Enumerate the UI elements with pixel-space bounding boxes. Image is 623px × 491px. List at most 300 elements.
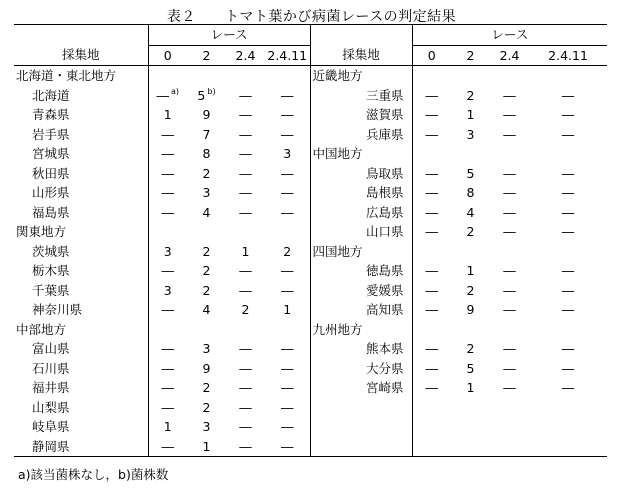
race-count-value: ― xyxy=(425,360,439,376)
race-count-value: ― xyxy=(503,282,516,298)
table-row xyxy=(14,339,607,359)
race-count-value: ― xyxy=(156,87,169,103)
race-count-cell xyxy=(265,437,310,457)
empty-cell xyxy=(451,437,490,457)
race-count-value: 1 xyxy=(241,243,250,259)
race-count-cell xyxy=(265,105,310,125)
race-count-cell xyxy=(187,378,226,398)
race-count-value: ― xyxy=(503,165,516,181)
table-row xyxy=(14,183,607,203)
prefecture-label: 兵庫県 xyxy=(310,125,412,145)
race-count-cell xyxy=(187,300,226,320)
race-count-cell xyxy=(529,183,607,203)
race-count-value: ― xyxy=(239,360,252,376)
race-count-value: ― xyxy=(281,341,294,356)
table-row xyxy=(14,437,607,457)
race-count-value: ― xyxy=(281,438,294,454)
race-count-value: ― xyxy=(161,341,174,356)
race-count-cell xyxy=(451,222,490,242)
region-label: 関東地方 xyxy=(16,224,67,239)
race-count-value: ― xyxy=(503,380,516,395)
race-count-value: ― xyxy=(281,185,294,200)
empty-cell xyxy=(226,222,265,242)
empty-cell xyxy=(412,144,451,164)
race-count-cell xyxy=(529,261,607,281)
empty-cell xyxy=(451,398,490,418)
race-col-0: 0 xyxy=(412,45,451,66)
race-count-cell xyxy=(148,183,187,203)
prefecture-label: 福島県 xyxy=(32,204,70,220)
race-count-value: ― xyxy=(239,380,252,395)
empty-cell xyxy=(412,320,451,340)
race-count-cell xyxy=(148,300,187,320)
empty-cell xyxy=(451,66,490,86)
race-col-2-4: 2.4 xyxy=(226,45,265,66)
prefecture-label: 岐阜県 xyxy=(32,419,70,434)
race-count-cell xyxy=(187,144,226,164)
race-count-cell xyxy=(412,300,451,320)
prefecture-label: 栃木県 xyxy=(32,263,70,278)
race-count-value: ― xyxy=(561,341,575,356)
race-count-cell xyxy=(490,203,529,223)
race-count-cell xyxy=(226,261,265,281)
race-count-cell xyxy=(412,203,451,223)
prefecture-label: 静岡県 xyxy=(14,437,148,457)
location-header-left: 採集地 xyxy=(14,45,148,66)
race-count-value: 4 xyxy=(202,302,211,317)
prefecture-label: 岩手県 xyxy=(32,126,70,142)
race-count-value: ― xyxy=(503,341,516,356)
table-row xyxy=(14,417,607,437)
prefecture-label: 神奈川県 xyxy=(32,302,83,317)
race-count-value: ― xyxy=(239,399,252,415)
prefecture-label: 大分県 xyxy=(310,359,412,379)
race-count-value: 2 xyxy=(466,282,475,298)
race-count-cell xyxy=(226,300,265,320)
region-label: 九州地方 xyxy=(310,320,412,340)
race-count-value: 1 xyxy=(466,263,475,278)
table-row xyxy=(14,222,607,242)
race-count-value: ― xyxy=(161,380,174,395)
race-count-value: ― xyxy=(281,87,294,103)
race-count-cell xyxy=(265,261,310,281)
race-count-value: ― xyxy=(281,263,294,278)
race-count-cell xyxy=(451,203,490,223)
race-count-cell xyxy=(265,86,310,106)
race-count-cell xyxy=(412,359,451,379)
race-count-cell xyxy=(226,359,265,379)
race-count-value: ― xyxy=(561,126,575,142)
table-row xyxy=(14,359,607,379)
race-count-cell xyxy=(148,417,187,437)
race-count-value: 1 xyxy=(163,107,172,122)
race-count-value: 2 xyxy=(466,87,475,103)
race-count-cell xyxy=(148,203,187,223)
race-count-value: ― xyxy=(425,165,439,181)
race-col-2-4-11: 2.4.11 xyxy=(529,45,607,66)
race-header-left: レース xyxy=(148,25,310,46)
race-count-value: ― xyxy=(239,341,252,356)
race-count-value: ― xyxy=(281,360,294,376)
race-count-cell xyxy=(265,144,310,164)
race-count-value: 2 xyxy=(466,341,475,356)
empty-cell xyxy=(310,437,412,457)
race-count-value: 3 xyxy=(202,419,211,434)
race-count-cell xyxy=(265,242,310,262)
race-count-value: 1 xyxy=(466,380,475,395)
race-count-value: ― xyxy=(561,87,575,103)
empty-cell xyxy=(187,320,226,340)
race-count-cell xyxy=(412,339,451,359)
race-col-2-4: 2.4 xyxy=(490,45,529,66)
race-count-cell xyxy=(490,339,529,359)
race-count-value: 9 xyxy=(202,107,211,122)
race-count-value: ― xyxy=(161,438,174,454)
race-count-value: 4 xyxy=(466,204,475,220)
footnote-marker-b: b) xyxy=(207,86,216,96)
race-count-value: ― xyxy=(239,419,252,434)
race-count-cell xyxy=(412,261,451,281)
race-count-value: ― xyxy=(161,126,174,142)
race-count-cell xyxy=(490,261,529,281)
empty-cell xyxy=(451,242,490,262)
race-count-value: ― xyxy=(239,107,252,122)
empty-cell xyxy=(490,398,529,418)
race-count-value: ― xyxy=(239,282,252,298)
race-col-2: 2 xyxy=(187,45,226,66)
prefecture-label: 高知県 xyxy=(310,300,412,320)
race-count-value: 2 xyxy=(241,302,250,317)
empty-cell xyxy=(265,222,310,242)
race-count-value: ― xyxy=(561,204,575,220)
table-row xyxy=(14,125,607,145)
race-count-cell xyxy=(451,300,490,320)
empty-cell xyxy=(148,320,187,340)
race-count-value: 2 xyxy=(283,243,292,259)
race-count-cell xyxy=(148,339,187,359)
empty-cell xyxy=(412,417,451,437)
race-count-value: ― xyxy=(239,185,252,200)
header-row-2 xyxy=(14,45,607,66)
race-count-cell xyxy=(412,378,451,398)
race-count-value: ― xyxy=(561,263,575,278)
race-count-value: ― xyxy=(161,185,174,200)
prefecture-label: 熊本県 xyxy=(310,339,412,359)
race-count-value: ― xyxy=(503,204,516,220)
prefecture-label: 滋賀県 xyxy=(310,105,412,125)
race-count-cell xyxy=(490,125,529,145)
race-count-cell xyxy=(187,339,226,359)
race-count-cell xyxy=(226,378,265,398)
race-count-cell xyxy=(490,281,529,301)
race-count-cell xyxy=(187,417,226,437)
race-count-value: 5 xyxy=(197,87,206,103)
table-title: 表２ トマト葉かび病菌レースの判定結果 xyxy=(166,9,457,25)
race-count-cell xyxy=(529,222,607,242)
region-label: 近畿地方 xyxy=(310,66,412,86)
race-count-cell xyxy=(187,242,226,262)
race-count-value: ― xyxy=(503,302,516,317)
prefecture-label: 三重県 xyxy=(310,86,412,106)
prefecture-label: 島根県 xyxy=(310,183,412,203)
race-count-cell xyxy=(187,86,226,106)
prefecture-label: 宮城県 xyxy=(32,146,70,161)
race-count-value: ― xyxy=(281,419,294,434)
table-row xyxy=(14,164,607,184)
empty-cell xyxy=(412,242,451,262)
race-count-cell xyxy=(490,300,529,320)
table-row xyxy=(14,203,607,223)
race-count-value: 5 xyxy=(466,165,475,181)
race-count-value: 3 xyxy=(202,341,211,356)
race-count-cell xyxy=(490,378,529,398)
race-count-value: ― xyxy=(503,87,516,103)
race-count-cell xyxy=(529,281,607,301)
region-label: 北海道・東北地方 xyxy=(16,68,117,83)
race-count-cell xyxy=(226,242,265,262)
empty-cell xyxy=(490,320,529,340)
race-count-value: ― xyxy=(561,380,575,395)
empty-cell xyxy=(265,320,310,340)
footnote-marker-a: a) xyxy=(170,86,180,96)
race-count-value: ― xyxy=(503,224,516,239)
prefecture-label: 鳥取県 xyxy=(310,164,412,184)
race-count-value: ― xyxy=(425,380,439,395)
race-count-value: ― xyxy=(503,360,516,376)
prefecture-label: 千葉県 xyxy=(32,282,70,298)
race-count-value: 8 xyxy=(202,146,211,161)
header-row-1 xyxy=(14,25,607,46)
race-count-value: 2 xyxy=(202,380,211,395)
race-count-value: 4 xyxy=(202,204,211,220)
race-count-cell xyxy=(226,417,265,437)
region-label: 中部地方 xyxy=(16,321,67,337)
race-count-value: 1 xyxy=(283,302,292,317)
race-count-cell xyxy=(412,86,451,106)
empty-cell xyxy=(412,398,451,418)
race-count-value: ― xyxy=(161,146,174,161)
race-count-cell xyxy=(265,281,310,301)
race-count-value: 1 xyxy=(466,107,475,122)
race-count-value: 8 xyxy=(466,185,475,200)
race-count-value: ― xyxy=(503,107,516,122)
prefecture-label: 宮崎県 xyxy=(310,378,412,398)
prefecture-label: 山梨県 xyxy=(32,399,70,415)
empty-cell xyxy=(451,144,490,164)
race-count-cell xyxy=(265,417,310,437)
race-count-value: ― xyxy=(503,126,516,142)
race-count-value: ― xyxy=(425,302,439,317)
race-count-value: 7 xyxy=(202,126,211,142)
race-count-cell xyxy=(148,164,187,184)
race-count-cell xyxy=(226,437,265,457)
race-count-cell xyxy=(529,339,607,359)
race-count-value: ― xyxy=(239,204,252,220)
empty-cell xyxy=(451,320,490,340)
race-count-cell xyxy=(529,105,607,125)
location-header-right: 採集地 xyxy=(310,45,412,66)
race-count-cell xyxy=(226,164,265,184)
empty-cell xyxy=(310,417,412,437)
race-count-cell xyxy=(148,144,187,164)
race-count-value: 3 xyxy=(466,126,475,142)
prefecture-label: 富山県 xyxy=(32,341,70,356)
race-count-cell xyxy=(490,222,529,242)
race-count-value: ― xyxy=(281,204,294,220)
race-count-value: ― xyxy=(561,185,575,200)
race-count-cell xyxy=(187,398,226,418)
race-count-cell xyxy=(451,164,490,184)
race-count-value: 1 xyxy=(163,419,172,434)
table-row xyxy=(14,281,607,301)
race-count-value: ― xyxy=(425,126,439,142)
race-count-value: ― xyxy=(239,263,252,278)
race-count-cell xyxy=(451,105,490,125)
race-count-cell xyxy=(529,125,607,145)
race-count-cell xyxy=(226,105,265,125)
table-row xyxy=(14,242,607,262)
race-count-value: ― xyxy=(425,341,439,356)
race-count-value: ― xyxy=(239,87,252,103)
race-count-cell xyxy=(187,125,226,145)
race-count-value: ― xyxy=(239,438,252,454)
race-count-value: 3 xyxy=(163,243,172,259)
race-count-cell xyxy=(148,86,187,106)
race-count-cell xyxy=(490,105,529,125)
empty-cell xyxy=(529,66,607,86)
race-count-cell xyxy=(187,359,226,379)
race-count-cell xyxy=(148,281,187,301)
race-count-cell xyxy=(148,105,187,125)
race-count-cell xyxy=(148,437,187,457)
race-count-cell xyxy=(451,378,490,398)
race-count-value: 2 xyxy=(202,282,211,298)
race-count-value: 9 xyxy=(466,302,475,317)
race-count-cell xyxy=(148,261,187,281)
race-count-value: ― xyxy=(281,165,294,181)
race-count-cell xyxy=(412,222,451,242)
race-count-cell xyxy=(226,339,265,359)
race-count-value: ― xyxy=(425,204,439,220)
footnote: a)該当菌株なし，b)菌株数 xyxy=(18,467,169,482)
race-count-cell xyxy=(187,281,226,301)
race-count-cell xyxy=(265,125,310,145)
prefecture-label: 山形県 xyxy=(32,185,70,200)
race-count-cell xyxy=(226,125,265,145)
race-count-value: ― xyxy=(561,224,575,239)
empty-cell xyxy=(529,437,607,457)
race-count-value: 3 xyxy=(163,282,172,298)
race-count-cell xyxy=(412,281,451,301)
race-count-value: ― xyxy=(281,107,294,122)
race-count-cell xyxy=(187,105,226,125)
race-count-value: ― xyxy=(161,165,174,181)
table-row xyxy=(14,66,607,86)
race-count-cell xyxy=(265,164,310,184)
race-count-cell xyxy=(451,86,490,106)
empty-cell xyxy=(148,66,187,86)
race-col-2: 2 xyxy=(451,45,490,66)
table-row xyxy=(14,261,607,281)
prefecture-label: 青森県 xyxy=(32,107,70,122)
table-row xyxy=(14,300,607,320)
table-row xyxy=(14,105,607,125)
table-row xyxy=(14,86,607,106)
empty-cell xyxy=(187,66,226,86)
race-count-value: ― xyxy=(281,282,294,298)
race-count-value: ― xyxy=(161,302,174,317)
race-count-cell xyxy=(412,125,451,145)
empty-cell xyxy=(529,417,607,437)
race-count-cell xyxy=(529,86,607,106)
race-count-value: 3 xyxy=(202,185,211,200)
race-count-cell xyxy=(529,164,607,184)
race-count-value: ― xyxy=(239,165,252,181)
race-count-cell xyxy=(265,183,310,203)
region-label: 中国地方 xyxy=(310,144,412,164)
race-count-cell xyxy=(265,339,310,359)
empty-cell xyxy=(490,144,529,164)
race-count-cell xyxy=(412,183,451,203)
race-count-value: ― xyxy=(161,399,174,415)
race-count-cell xyxy=(529,359,607,379)
race-count-cell xyxy=(490,359,529,379)
race-count-value: 2 xyxy=(466,224,475,239)
race-header-right: レース xyxy=(412,25,607,46)
race-count-cell xyxy=(226,281,265,301)
race-count-cell xyxy=(451,359,490,379)
empty-cell xyxy=(490,437,529,457)
race-count-cell xyxy=(265,300,310,320)
race-count-value: ― xyxy=(161,360,174,376)
race-count-cell xyxy=(148,398,187,418)
race-count-cell xyxy=(226,398,265,418)
empty-cell xyxy=(529,144,607,164)
race-count-cell xyxy=(451,261,490,281)
race-count-value: 2 xyxy=(202,263,211,278)
race-count-cell xyxy=(226,203,265,223)
prefecture-label: 徳島県 xyxy=(310,261,412,281)
race-count-value: ― xyxy=(503,263,516,278)
table-row xyxy=(14,378,607,398)
race-count-value: ― xyxy=(561,107,575,122)
race-count-value: ― xyxy=(561,360,575,376)
empty-cell xyxy=(226,320,265,340)
race-count-value: ― xyxy=(561,302,575,317)
race-count-value: ― xyxy=(425,282,439,298)
race-count-cell xyxy=(412,105,451,125)
race-count-value: 9 xyxy=(202,360,211,376)
race-count-cell xyxy=(529,203,607,223)
race-count-value: 2 xyxy=(202,165,211,181)
race-count-value: ― xyxy=(561,282,575,298)
race-count-cell xyxy=(451,281,490,301)
race-count-cell xyxy=(226,144,265,164)
race-count-value: ― xyxy=(239,126,252,142)
race-count-value: 2 xyxy=(202,243,211,259)
empty-cell xyxy=(226,66,265,86)
race-count-value: ― xyxy=(161,263,174,278)
empty-cell xyxy=(412,66,451,86)
empty-cell xyxy=(310,398,412,418)
race-count-value: 5 xyxy=(466,360,475,376)
race-count-value: ― xyxy=(503,185,516,200)
prefecture-label: 石川県 xyxy=(32,360,70,376)
table-row xyxy=(14,144,607,164)
race-count-value: ― xyxy=(425,87,439,103)
empty-cell xyxy=(490,417,529,437)
prefecture-label: 北海道 xyxy=(32,87,70,103)
